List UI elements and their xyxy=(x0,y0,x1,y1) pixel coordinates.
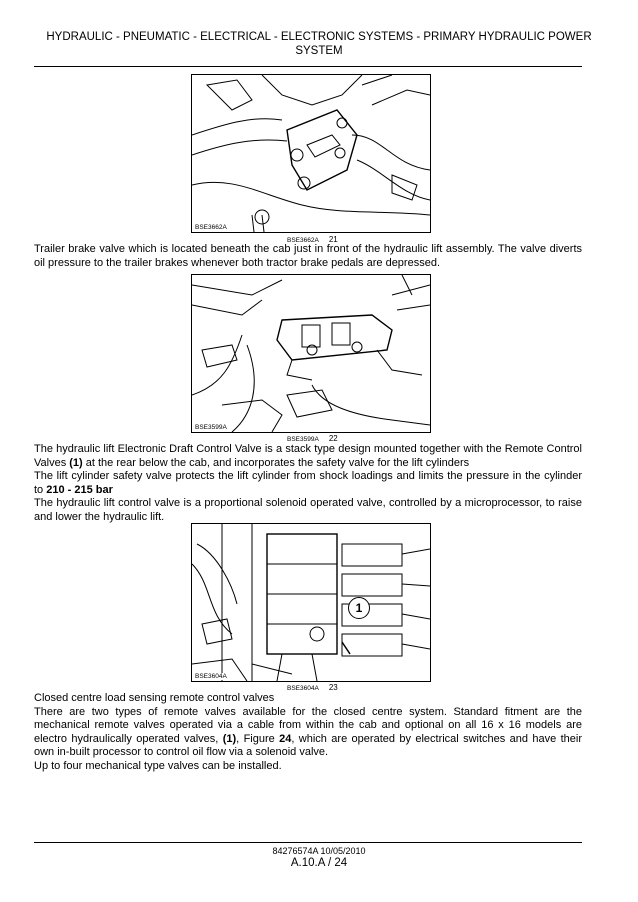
header-rule xyxy=(34,66,582,67)
paragraph-draft-control xyxy=(34,443,582,525)
figure-21-number: 21 xyxy=(328,235,338,244)
para6-ref-1: (1) xyxy=(222,732,237,745)
figure-23-image xyxy=(191,523,431,682)
paragraph-mechanical-valves-text: Up to four mechanical type valves can be installed. xyxy=(34,759,282,772)
paragraph-remote-valves-heading: Closed centre load sensing remote control valves xyxy=(34,692,275,704)
footer-page-number: A.10.A / 24 xyxy=(290,857,348,869)
figure-23-callout-1: 1 xyxy=(348,597,370,619)
figure-22-number: 22 xyxy=(328,434,338,443)
para2-text-a: The hydraulic lift Electronic Draft Control Valve is a stack type design mounted together with the Remote Control Valves xyxy=(34,443,582,469)
paragraph-lift-control-text: The hydraulic lift control valve is a proportional solenoid operated valve, controlled by a microprocessor, to raise and lower the hydraulic lift. xyxy=(34,497,582,523)
page-header xyxy=(34,30,604,58)
para2-text-c: at the rear below the cab, and incorporates the safety valve for the lift cylinders xyxy=(82,456,470,469)
para6-text-a: There are two types of remote valves available for the closed centre system. Standard fitment are the mechanical remote valves operated via a cable from within the cab and optional on all 16 x 16 models are electro hydraulically operated valves, xyxy=(34,705,582,745)
para6-figure-ref: 24 xyxy=(279,732,292,745)
header-title-line2: SYSTEM xyxy=(295,45,343,57)
para6-text-e: , which are operated by electrical switches and have their own in-built processor to control oil flow via a solenoid valve. xyxy=(34,732,582,759)
footer-doc-code: 84276574A 10/05/2010 xyxy=(272,846,366,856)
figure-23-number: 23 xyxy=(328,683,338,692)
figure-22-caption xyxy=(287,434,338,443)
figure-23-caption xyxy=(287,683,338,692)
figure-21-code: BSE3662A xyxy=(195,224,227,231)
figure-22-caption-code: BSE3599A xyxy=(287,436,319,443)
para6-text-c: , Figure xyxy=(236,732,280,745)
figure-21-image xyxy=(191,74,431,233)
figure-23-code: BSE3604A xyxy=(195,673,227,680)
figure-22-image xyxy=(191,274,431,433)
header-title-line1: HYDRAULIC - PNEUMATIC - ELECTRICAL - ELECTRONIC SYSTEMS - PRIMARY HYDRAULIC POWER xyxy=(46,31,592,43)
figure-21-caption-code: BSE3662A xyxy=(287,237,319,244)
para3-pressure: 210 - 215 bar xyxy=(46,483,113,496)
paragraph-trailer-brake-text: Trailer brake valve which is located beneath the cab just in front of the hydraulic lift assembly. The valve diverts oil pressure to the trailer brakes whenever both tractor brake pedals are depressed. xyxy=(34,243,582,269)
paragraph-remote-valves-text xyxy=(34,706,582,760)
footer-rule xyxy=(34,842,582,843)
para3-text-a: The lift cylinder safety valve protects the lift cylinder from shock loadings and limits the pressure in the cylinder to xyxy=(34,470,582,496)
paragraph-trailer-brake xyxy=(34,243,582,270)
figure-22-code: BSE3599A xyxy=(195,424,227,431)
figure-23-caption-code: BSE3604A xyxy=(287,685,319,692)
para2-ref-1: (1) xyxy=(69,456,83,469)
paragraph-remote-valves xyxy=(34,692,582,774)
paragraph-safety-valve-text xyxy=(34,470,582,497)
paragraph-draft-control-text xyxy=(34,443,582,470)
